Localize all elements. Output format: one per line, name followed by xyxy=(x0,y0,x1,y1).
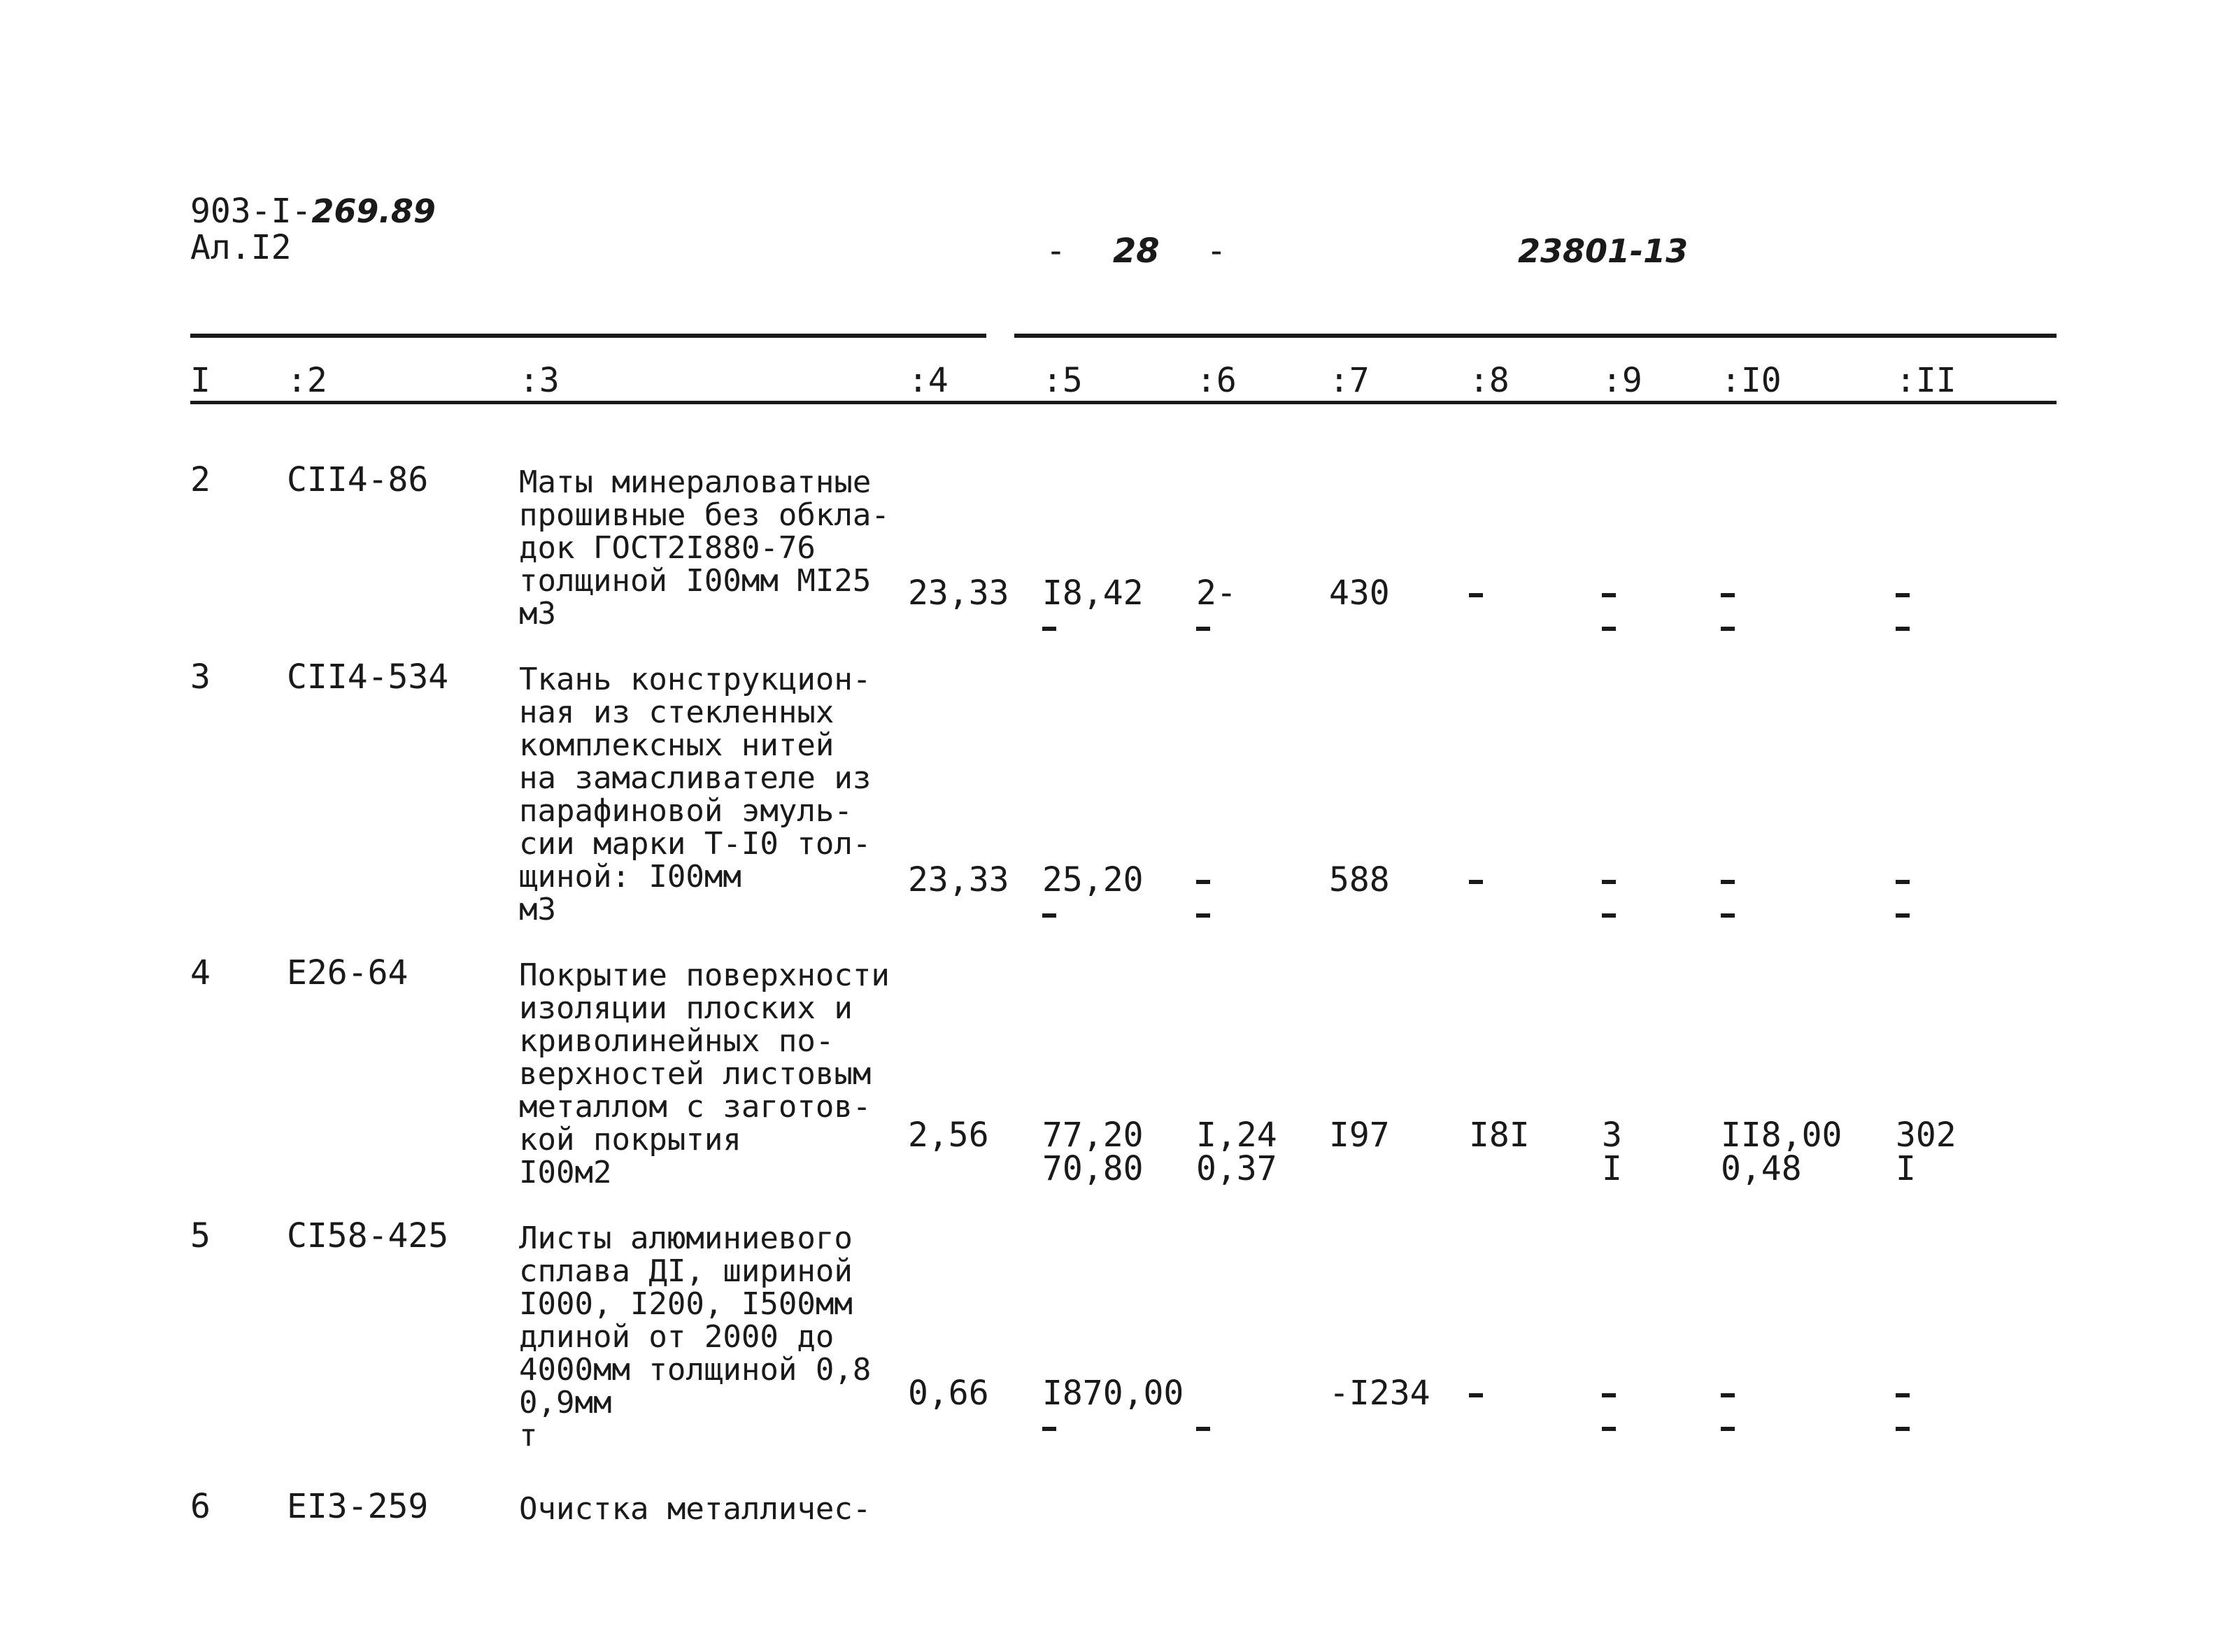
unit-cost-bottom xyxy=(1042,1410,1056,1444)
col-11-value-top: 302 xyxy=(1896,1116,1956,1155)
col-6-value-top xyxy=(1196,863,1210,897)
dash-mark xyxy=(1896,1427,1910,1431)
dash-mark xyxy=(1896,880,1910,884)
quantity: 2,56 xyxy=(908,1116,989,1155)
col-10-value-top xyxy=(1721,576,1735,610)
col-11-value-bottom xyxy=(1896,897,1910,930)
dash-mark xyxy=(1896,913,1910,918)
dash-mark xyxy=(1721,627,1735,631)
description-line: криволинейных по- xyxy=(519,1023,835,1059)
description-line: Листы алюминиевого xyxy=(519,1220,853,1256)
description-line: 0,9мм xyxy=(519,1385,612,1420)
description-line: м3 xyxy=(519,596,556,632)
description-line: сии марки Т-I0 тол- xyxy=(519,826,872,862)
description-line: прошивные без обкла- xyxy=(519,497,890,533)
col-8-value xyxy=(1469,576,1483,610)
description-line: Ткань конструкцион- xyxy=(519,662,872,697)
inventory-number: 23801-13 xyxy=(1518,232,1689,270)
description-line: кой покрытия xyxy=(519,1122,741,1158)
dash-mark xyxy=(1196,1427,1210,1431)
dash-mark xyxy=(1469,880,1483,884)
description-line: Очистка металличес- xyxy=(519,1491,872,1527)
col-8-value xyxy=(1469,863,1483,897)
row-number: 4 xyxy=(190,953,211,992)
dash-mark xyxy=(1721,593,1735,597)
dash-mark xyxy=(1042,1427,1056,1431)
description-line: т xyxy=(519,1418,538,1453)
col-11-value-bottom: I xyxy=(1896,1149,1916,1188)
column-number-1: I xyxy=(190,361,211,400)
col-10-value-top xyxy=(1721,863,1735,897)
document-code xyxy=(190,192,436,231)
description-line: комплексных нитей xyxy=(519,727,835,763)
dash-mark xyxy=(1896,627,1910,631)
col-6-value-bottom xyxy=(1196,610,1210,643)
col-6-value-top: 2- xyxy=(1196,574,1237,613)
header-rule-left xyxy=(190,334,986,338)
column-header-rule xyxy=(190,401,2057,404)
dash-mark xyxy=(1196,913,1210,918)
total-cost: 430 xyxy=(1329,574,1390,613)
work-description xyxy=(519,1493,871,1525)
dash-mark xyxy=(1721,1393,1735,1397)
description-line: длиной от 2000 до xyxy=(519,1319,835,1355)
column-number-2: :2 xyxy=(287,361,327,400)
dash-mark xyxy=(1602,880,1616,884)
unit-cost-bottom xyxy=(1042,610,1056,643)
page-number xyxy=(1046,232,1227,271)
page-dash-right: - xyxy=(1206,232,1227,271)
quantity: 0,66 xyxy=(908,1374,989,1413)
unit-cost-bottom: 70,80 xyxy=(1042,1149,1144,1188)
sheet-label: Ал.I2 xyxy=(190,228,292,267)
price-code: СII4-534 xyxy=(287,657,449,697)
description-line: I000, I200, I500мм xyxy=(519,1286,853,1322)
dash-mark xyxy=(1896,593,1910,597)
total-cost: I97 xyxy=(1329,1116,1390,1155)
col-10-value-bottom xyxy=(1721,610,1735,643)
column-number-4: :4 xyxy=(908,361,949,400)
unit-cost-top: I8,42 xyxy=(1042,574,1144,613)
column-number-11: :II xyxy=(1896,361,1956,400)
col-11-value-top xyxy=(1896,1376,1910,1410)
row-number: 3 xyxy=(190,657,211,697)
unit-cost-bottom xyxy=(1042,897,1056,930)
description-line: на замасливателе из xyxy=(519,760,872,796)
work-description xyxy=(519,466,890,630)
description-line: 4000мм толщиной 0,8 xyxy=(519,1352,872,1388)
work-description xyxy=(519,663,871,926)
total-cost: -I234 xyxy=(1329,1374,1430,1413)
page-number-value: 28 xyxy=(1112,232,1160,271)
col-6-value-bottom: 0,37 xyxy=(1196,1149,1277,1188)
description-line: щиной: I00мм xyxy=(519,859,741,895)
unit-cost-top: I870,00 xyxy=(1042,1374,1184,1413)
col-10-value-bottom: 0,48 xyxy=(1721,1149,1802,1188)
dash-mark xyxy=(1602,1427,1616,1431)
dash-mark xyxy=(1602,913,1616,918)
dash-mark xyxy=(1042,627,1056,631)
col-9-value-bottom xyxy=(1602,897,1616,930)
col-10-value-top: II8,00 xyxy=(1721,1116,1842,1155)
col-6-value-bottom xyxy=(1196,897,1210,930)
row-number: 5 xyxy=(190,1216,211,1255)
description-line: верхностей листовым xyxy=(519,1056,872,1092)
description-line: Маты минераловатные xyxy=(519,464,872,500)
price-code: СII4-86 xyxy=(287,460,429,499)
col-10-value-bottom xyxy=(1721,897,1735,930)
dash-mark xyxy=(1602,1393,1616,1397)
col-9-value-top xyxy=(1602,863,1616,897)
col-8-value: I8I xyxy=(1469,1116,1530,1155)
price-code: ЕI3-259 xyxy=(287,1487,429,1526)
document-code-handwritten: 269.89 xyxy=(311,192,436,230)
dash-mark xyxy=(1469,1393,1483,1397)
row-number: 6 xyxy=(190,1487,211,1526)
header-rule-right xyxy=(1014,334,2057,338)
dash-mark xyxy=(1896,1393,1910,1397)
col-11-value-bottom xyxy=(1896,610,1910,643)
description-line: ная из стекленных xyxy=(519,695,835,730)
page-dash-left: - xyxy=(1046,232,1066,271)
col-10-value-top xyxy=(1721,1376,1735,1410)
column-number-9: :9 xyxy=(1602,361,1642,400)
col-9-value-top xyxy=(1602,1376,1616,1410)
col-6-value-bottom xyxy=(1196,1410,1210,1444)
description-line: толщиной I00мм МI25 xyxy=(519,563,872,599)
column-number-8: :8 xyxy=(1469,361,1510,400)
description-line: док ГОСТ2I880-76 xyxy=(519,530,816,566)
description-line: сплава ДI, шириной xyxy=(519,1253,853,1289)
dash-mark xyxy=(1721,880,1735,884)
col-9-value-bottom xyxy=(1602,1410,1616,1444)
col-11-value-top xyxy=(1896,863,1910,897)
col-9-value-bottom: I xyxy=(1602,1149,1622,1188)
dash-mark xyxy=(1469,593,1483,597)
col-6-value-top: I,24 xyxy=(1196,1116,1277,1155)
col-11-value-top xyxy=(1896,576,1910,610)
description-line: изоляции плоских и xyxy=(519,990,853,1026)
dash-mark xyxy=(1196,627,1210,631)
description-line: I00м2 xyxy=(519,1155,612,1190)
dash-mark xyxy=(1602,627,1616,631)
price-code: Е26-64 xyxy=(287,953,409,992)
column-number-5: :5 xyxy=(1042,361,1083,400)
description-line: Покрытие поверхности xyxy=(519,957,890,993)
dash-mark xyxy=(1721,1427,1735,1431)
work-description xyxy=(519,1222,871,1452)
col-11-value-bottom xyxy=(1896,1410,1910,1444)
work-description xyxy=(519,959,890,1189)
price-code: СI58-425 xyxy=(287,1216,449,1255)
quantity: 23,33 xyxy=(908,860,1009,899)
description-line: м3 xyxy=(519,892,556,927)
unit-cost-top: 25,20 xyxy=(1042,860,1144,899)
dash-mark xyxy=(1042,913,1056,918)
dash-mark xyxy=(1721,913,1735,918)
dash-mark xyxy=(1196,880,1210,884)
col-10-value-bottom xyxy=(1721,1410,1735,1444)
col-9-value-bottom xyxy=(1602,610,1616,643)
description-line: металлом с заготов- xyxy=(519,1089,872,1125)
total-cost: 588 xyxy=(1329,860,1390,899)
description-line: парафиновой эмуль- xyxy=(519,793,853,829)
col-9-value-top xyxy=(1602,576,1616,610)
quantity: 23,33 xyxy=(908,574,1009,613)
row-number: 2 xyxy=(190,460,211,499)
col-8-value xyxy=(1469,1376,1483,1410)
column-number-7: :7 xyxy=(1329,361,1370,400)
document-code-prefix: 903-I- xyxy=(190,192,312,231)
dash-mark xyxy=(1602,593,1616,597)
unit-cost-top: 77,20 xyxy=(1042,1116,1144,1155)
column-number-3: :3 xyxy=(519,361,560,400)
column-number-6: :6 xyxy=(1196,361,1237,400)
column-number-10: :I0 xyxy=(1721,361,1782,400)
col-9-value-top: 3 xyxy=(1602,1116,1622,1155)
